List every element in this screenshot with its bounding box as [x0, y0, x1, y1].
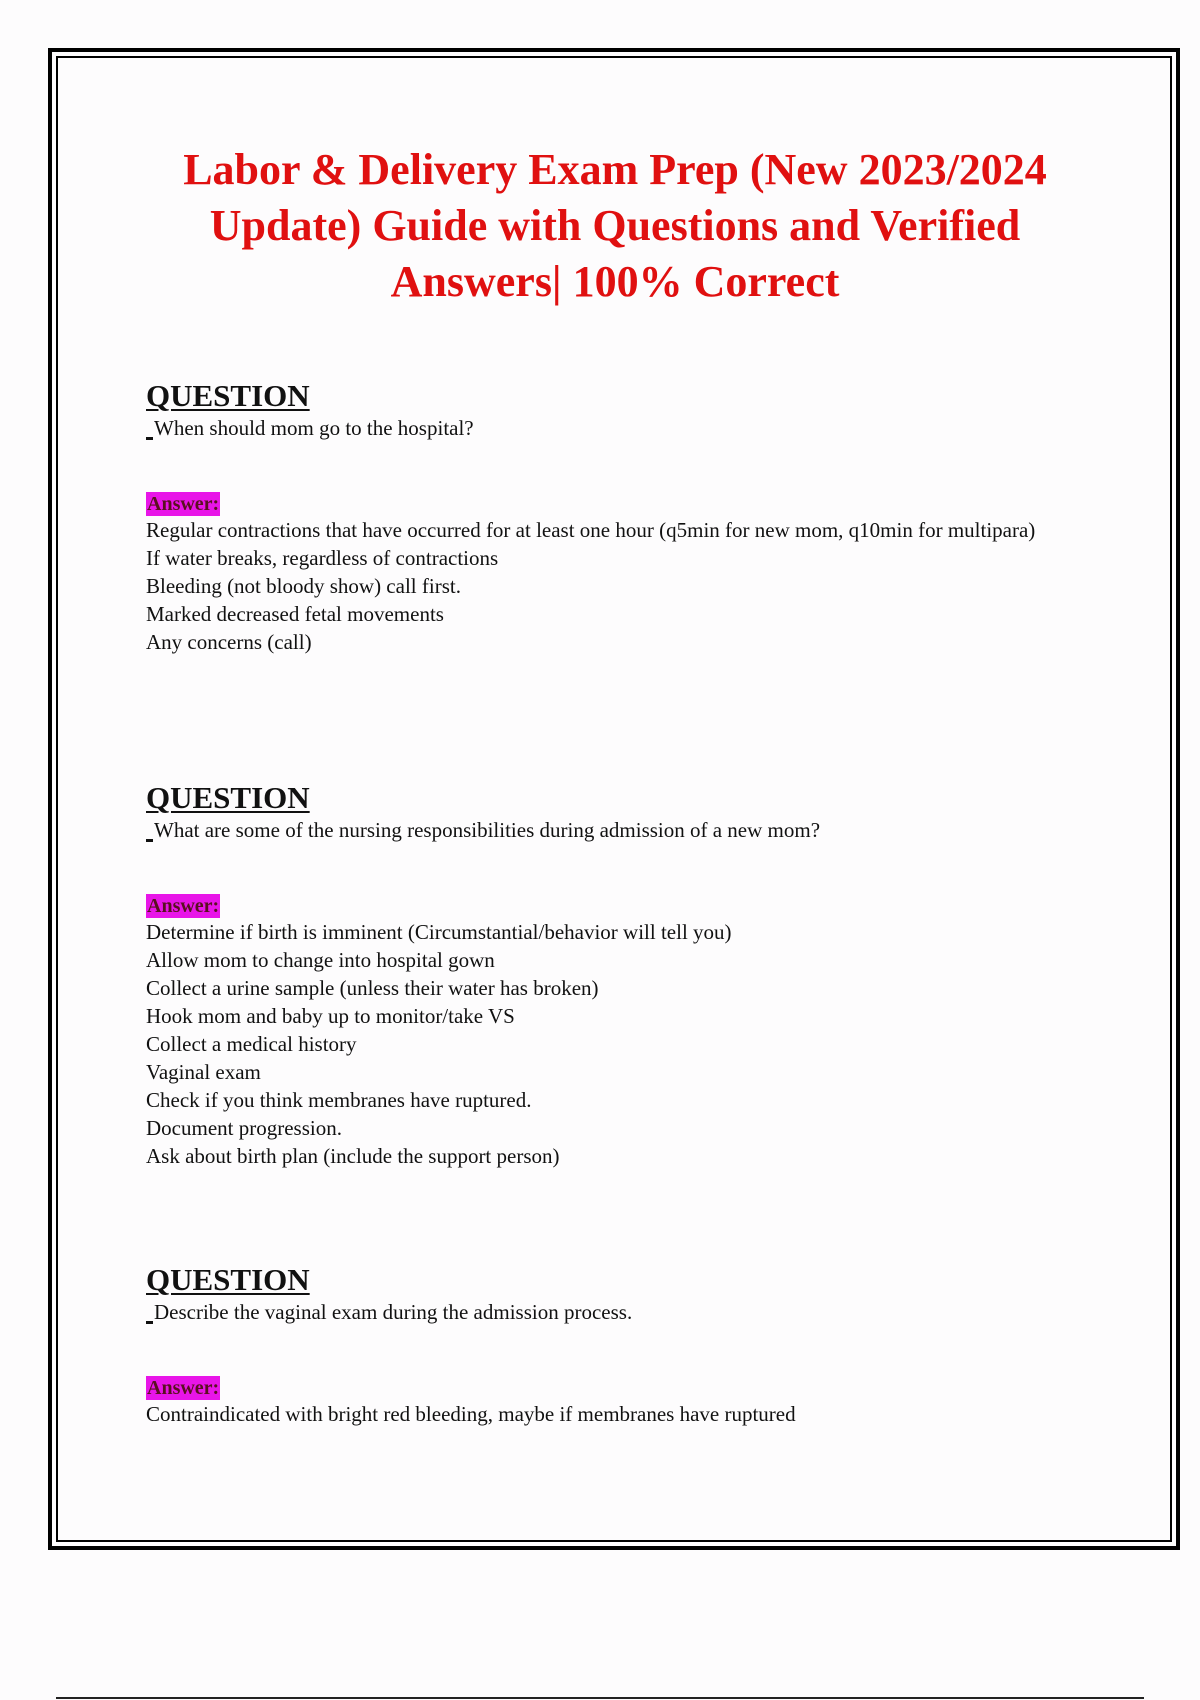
answer-label: Answer:: [147, 1377, 220, 1399]
question-block-2: [146, 780, 1086, 1170]
answer-line: Hook mom and baby up to monitor/take VS: [146, 1004, 515, 1028]
answer-line: Marked decreased fetal movements: [146, 602, 444, 626]
question-text: What are some of the nursing responsibilities during admission of a new mom?: [146, 816, 1086, 844]
answer-label: Answer:: [147, 493, 220, 515]
answer-line: Ask about birth plan (include the support person): [146, 1144, 560, 1168]
answer-line: Vaginal exam: [146, 1060, 261, 1084]
question-heading: QUESTION: [146, 780, 310, 815]
question-heading: QUESTION: [146, 378, 310, 413]
answer-line: Bleeding (not bloody show) call first.: [146, 574, 461, 598]
answer-line: Regular contractions that have occurred for at least one hour (q5min for new mom, q10min for multipara): [146, 518, 1036, 542]
answer-list: [146, 516, 1086, 656]
answer-line: Check if you think membranes have ruptured.: [146, 1088, 532, 1112]
answer-list: [146, 1400, 1086, 1428]
answer-list: [146, 918, 1086, 1170]
answer-line: Document progression.: [146, 1116, 342, 1140]
question-block-1: [146, 378, 1086, 656]
answer-line: Contraindicated with bright red bleeding, maybe if membranes have ruptured: [146, 1402, 796, 1426]
answer-line: Collect a medical history: [146, 1032, 357, 1056]
answer-line: If water breaks, regardless of contractions: [146, 546, 499, 570]
answer-line: Collect a urine sample (unless their water has broken): [146, 976, 599, 1000]
question-block-3: [146, 1262, 1086, 1428]
question-heading: QUESTION: [146, 1262, 310, 1297]
answer-line: Allow mom to change into hospital gown: [146, 948, 495, 972]
answer-line: Determine if birth is imminent (Circumstantial/behavior will tell you): [146, 920, 732, 944]
footer-divider: [56, 1697, 1144, 1699]
answer-label: Answer:: [147, 895, 220, 917]
document-title: Labor & Delivery Exam Prep (New 2023/2024 Update) Guide with Questions and Verified Answers| 100% Correct: [183, 145, 1047, 306]
answer-line: Any concerns (call): [146, 630, 312, 654]
question-text: When should mom go to the hospital?: [146, 414, 1086, 442]
question-text: Describe the vaginal exam during the admission process.: [146, 1298, 1086, 1326]
